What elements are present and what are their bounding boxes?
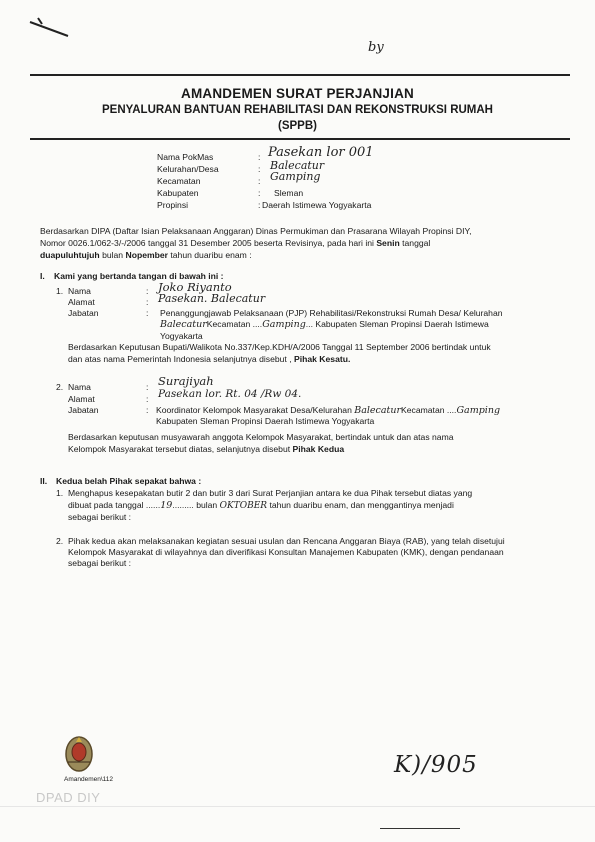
intro-line-3: [40, 250, 252, 261]
party-2-colon: :: [146, 405, 149, 415]
info-value-pokmas: Pasekan lor 001: [268, 145, 374, 160]
info-colon: :: [258, 152, 261, 162]
party-2-label-alamat: Alamat: [68, 394, 95, 404]
info-value-kecamatan: Gamping: [270, 170, 321, 183]
party-2-label-jabatan: Jabatan: [68, 405, 99, 415]
party-2-designation: Pihak Kedua: [292, 444, 345, 454]
agreement-1-date-handwritten: 19: [160, 500, 173, 511]
footer-code: Amandemen\112: [64, 776, 114, 783]
info-label: Propinsi: [157, 200, 189, 210]
party-1-colon: :: [146, 308, 149, 318]
party-2-number: 2.: [56, 382, 64, 392]
intro-month: Nopember: [125, 250, 168, 260]
party-1-label-alamat: Alamat: [68, 297, 95, 307]
party-1-designation: Pihak Kesatu.: [293, 354, 351, 364]
party-2-basis-line-1: Berdasarkan keputusan musyawarah anggota Kelompok Masyarakat, bertindak untuk dan atas nama: [68, 432, 454, 442]
info-label: Kabupaten: [157, 188, 199, 198]
watermark: DPAD DIY: [36, 790, 101, 805]
agreement-1-date-label: dibuat pada tanggal ......: [68, 500, 161, 510]
party-2-basis-text: Kelompok Masyarakat tersebut diatas, selanjutnya disebut: [68, 444, 291, 454]
party-1-desa-handwritten: Balecatur: [160, 319, 207, 330]
emblem-icon: [62, 732, 96, 776]
bottom-mark: [380, 828, 460, 829]
party-2-position-line-2: Kabupaten Sleman Propinsi Daerah Istimewa Yogyakarta: [156, 416, 375, 426]
party-2-address: Pasekan lor. Rt. 04 /Rw 04.: [158, 388, 302, 400]
agreement-1-line-2: [68, 500, 454, 512]
section-1-number: I.: [40, 271, 45, 281]
party-2-kecamatan-handwritten: Gamping: [456, 405, 501, 416]
agreement-2-line-3: sebagai berikut :: [68, 558, 132, 568]
intro-line-2-text: Nomor 0026.1/062-3/-/2006 tanggal 31 Desember 2005 beserta Revisinya, pada hari ini: [40, 238, 374, 248]
agreement-1-line-3: sebagai berikut :: [68, 512, 132, 522]
info-value-kabupaten: Sleman: [274, 188, 304, 198]
party-1-number: 1.: [56, 286, 64, 296]
intro-line-2: [40, 238, 430, 249]
intro-tanggal: tanggal: [402, 238, 431, 248]
info-label: Kelurahan/Desa: [157, 164, 219, 174]
info-colon: :: [258, 188, 261, 198]
party-1-position-line-2: [160, 319, 489, 330]
party-2-name: Surajiyah: [158, 374, 214, 388]
document-subtitle-code: (SPPB): [278, 120, 317, 132]
party-1-kecamatan-handwritten: Gamping: [262, 319, 306, 330]
corner-pen-mark: [28, 14, 88, 44]
agreement-1-number: 1.: [56, 488, 64, 498]
info-colon: :: [258, 176, 261, 186]
agreement-1-month-handwritten: OKTOBER: [219, 501, 268, 511]
agreement-1-month-label: ......... bulan: [172, 500, 218, 510]
agreement-1-line-1: Menghapus kesepakatan butir 2 dan butir 3 dari Surat Perjanjian antara ke dua Pihak tersebut diatas yang: [68, 488, 473, 498]
party-2-position-line-1: [156, 405, 500, 416]
intro-date-words: duapuluhtujuh: [40, 250, 100, 260]
party-2-desa-handwritten: Balecatur: [354, 405, 402, 416]
party-2-basis-line-2: [68, 444, 344, 455]
top-rule: [30, 74, 570, 76]
info-value-propinsi: Daerah Istimewa Yogyakarta: [262, 200, 372, 210]
party-1-basis-text: dan atas nama Pemerintah Indonesia selanjutnya disebut ,: [68, 354, 292, 364]
party-1-position-line-3: Yogyakarta: [160, 331, 203, 341]
party-1-position-line-1: Penanggungjawab Pelaksanaan (PJP) Rehabilitasi/Rekonstruksi Rumah Desa/ Kelurahan: [160, 308, 503, 318]
intro-year: tahun duaribu enam :: [170, 250, 252, 260]
party-1-basis-line-2: [68, 354, 350, 365]
section-2-number: II.: [40, 476, 48, 486]
document-subtitle: PENYALURAN BANTUAN REHABILITASI DAN REKONSTRUKSI RUMAH: [101, 104, 493, 116]
info-colon: :: [258, 200, 261, 210]
handwritten-initials: by: [368, 40, 384, 55]
party-1-label-jabatan: Jabatan: [68, 308, 99, 318]
party-2-position-text: Koordinator Kelompok Masyarakat Desa/Kelurahan: [156, 405, 352, 415]
intro-line-1: Berdasarkan DIPA (Daftar Isian Pelaksanaan Anggaran) Dinas Permukiman dan Prasarana Wilayah Propinsi DIY,: [40, 226, 472, 236]
party-1-address: Pasekan. Balecatur: [158, 292, 266, 305]
party-1-kecamatan-label: Kecamatan ....: [206, 319, 263, 329]
document-title: AMANDEMEN SURAT PERJANJIAN: [181, 86, 414, 101]
info-value-desa: Balecatur: [270, 159, 325, 172]
agreement-1-year: tahun duaribu enam, dan menggantinya menjadi: [269, 500, 454, 510]
party-2-colon: :: [146, 382, 149, 392]
section-1-heading: Kami yang bertanda tangan di bawah ini :: [54, 271, 224, 281]
info-colon: :: [258, 164, 261, 174]
party-1-basis-line-1: Berdasarkan Keputusan Bupati/Walikota No.337/Kep.KDH/A/2006 Tanggal 11 September 2006 bertindak untuk: [68, 342, 491, 352]
page-edge-line: [0, 806, 595, 807]
intro-bulan: bulan: [102, 250, 124, 260]
party-1-name: Joko Riyanto: [158, 280, 232, 294]
party-1-colon: :: [146, 286, 149, 296]
title-rule: [30, 138, 570, 140]
party-1-position-rest: ... Kabupaten Sleman Propinsi Daerah Istimewa: [305, 319, 489, 329]
party-2-label-nama: Nama: [68, 382, 91, 392]
party-2-kecamatan-label: Kecamatan ....: [401, 405, 457, 415]
agreement-2-number: 2.: [56, 536, 64, 546]
info-label: Kecamatan: [157, 176, 201, 186]
party-1-label-nama: Nama: [68, 286, 91, 296]
party-2-colon: :: [146, 394, 149, 404]
agreement-2-line-2: Kelompok Masyarakat di wilayahnya dan diverifikasi Konsultan Manajemen Kabupaten (KMK), dengan pendanaan: [68, 547, 504, 557]
handwritten-reference: K)/905: [394, 752, 478, 778]
info-label: Nama PokMas: [157, 152, 214, 162]
agreement-2-line-1: Pihak kedua akan melaksanakan kegiatan sesuai usulan dan Rencana Anggaran Biaya (RAB), yang telah disetujui: [68, 536, 505, 546]
intro-day: Senin: [376, 238, 400, 248]
party-1-colon: :: [146, 297, 149, 307]
section-2-heading: Kedua belah Pihak sepakat bahwa :: [56, 476, 202, 486]
